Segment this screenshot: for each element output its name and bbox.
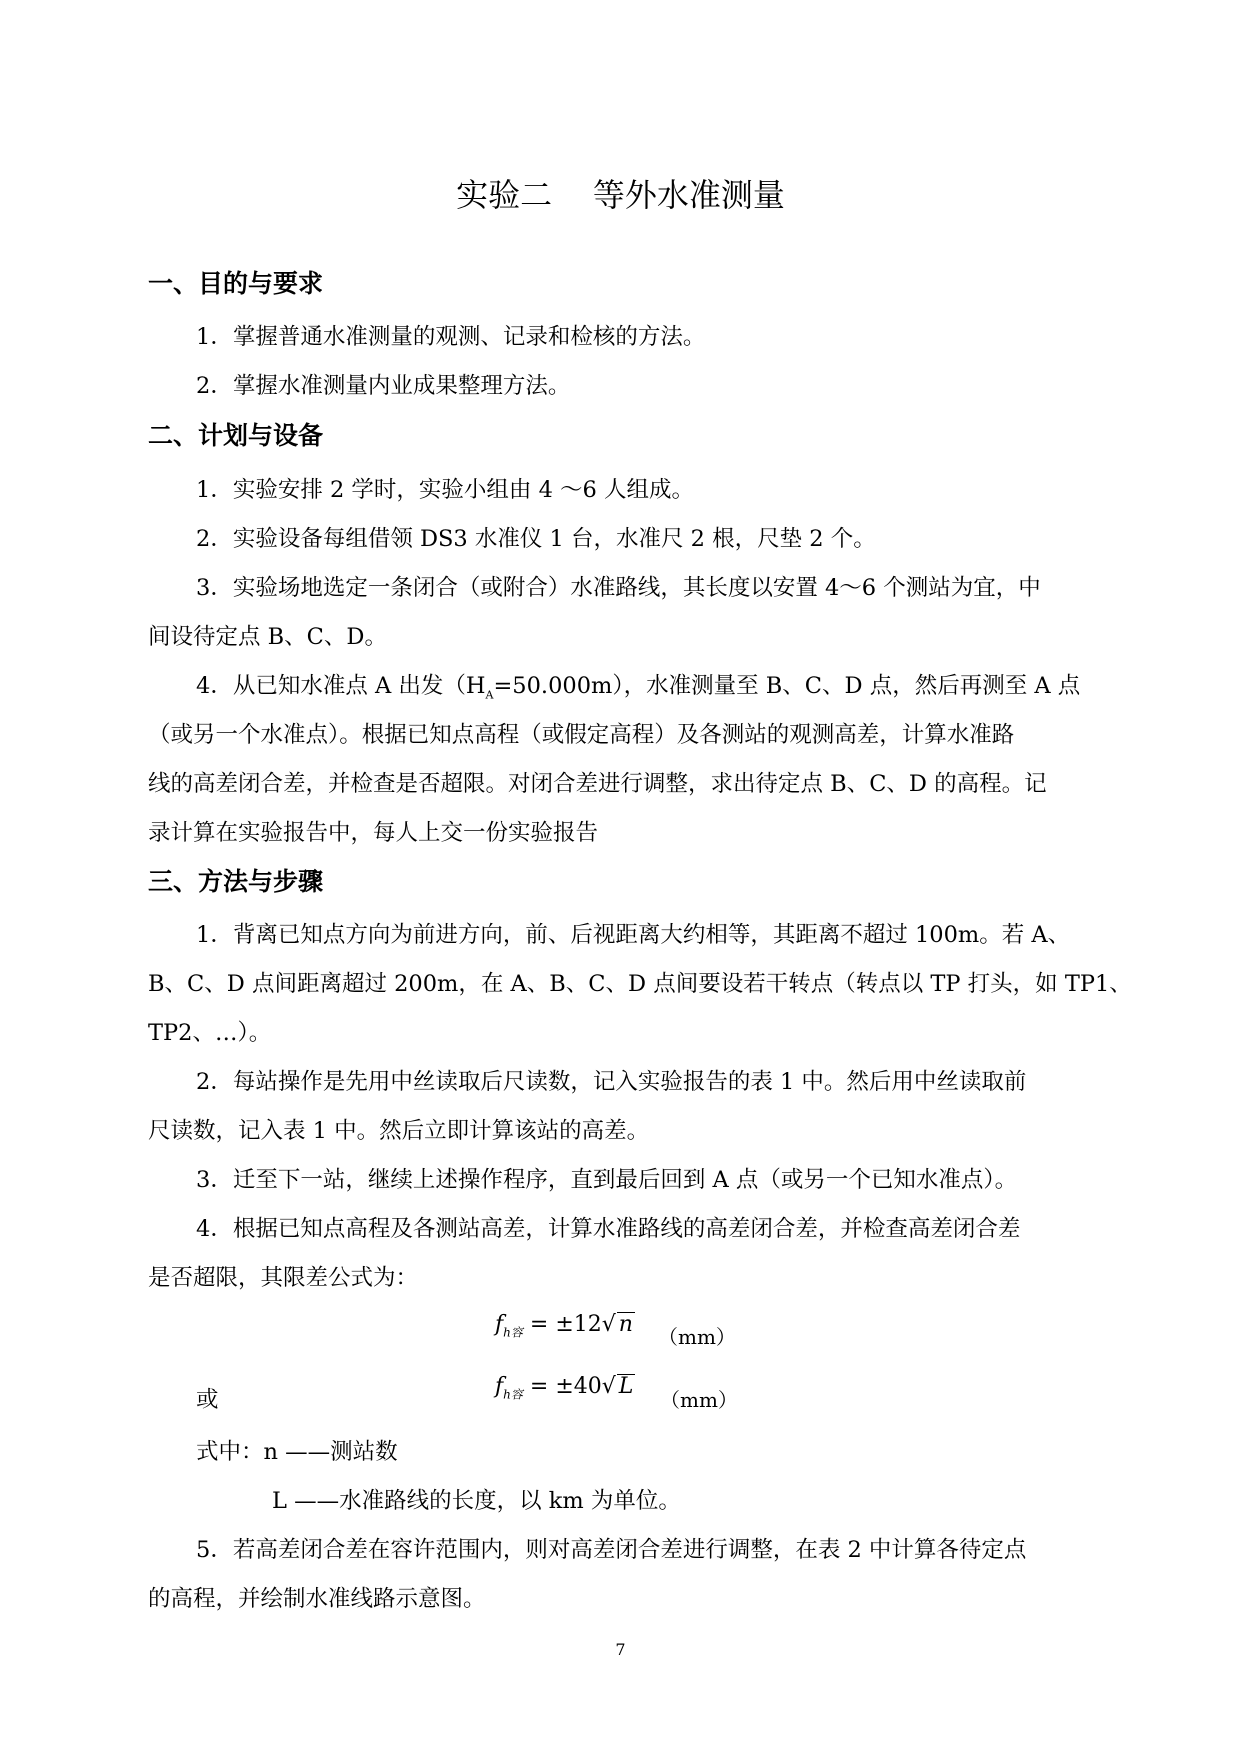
paragraph-line: 4．根据已知点高程及各测站高差，计算水准路线的高差闭合差，并检查高差闭合差 (196, 1216, 1021, 1242)
section-heading-2: 二、计划与设备 (148, 421, 324, 450)
paragraph-line: 线的高差闭合差，并检查是否超限。对闭合差进行调整，求出待定点 B、C、D 的高程。记 (148, 771, 1047, 797)
section-heading-1: 一、目的与要求 (148, 269, 324, 298)
text-segment: =50.000m），水准测量至 B、C、D 点，然后再测至 A 点 (493, 673, 1081, 699)
paragraph-line: 2．掌握水准测量内业成果整理方法。 (196, 373, 571, 399)
paragraph-line (196, 671, 1080, 711)
formula-symbol: f (495, 1312, 504, 1337)
formula-radicand: n (618, 1312, 633, 1337)
paragraph-line: B、C、D 点间距离超过 200m，在 A、B、C、D 点间要设若干转点（转点以 TP 打头，如 TP1、 (148, 971, 1132, 997)
section-heading-3: 三、方法与步骤 (148, 867, 324, 896)
paragraph-line: TP2、…）。 (148, 1020, 272, 1046)
paragraph-line: 式中：n ——测站数 (196, 1439, 398, 1465)
paragraph-line: 1．背离已知点方向为前进方向，前、后视距离大约相等，其距离不超过 100m。若 A、 (196, 922, 1071, 948)
page-title: 实验二 等外水准测量 (456, 176, 785, 214)
paragraph-line: 尺读数，记入表 1 中。然后立即计算该站的高差。 (148, 1118, 650, 1144)
paragraph-line: （或另一个水准点）。根据已知点高程（或假定高程）及各测站的观测高差，计算水准路 (148, 722, 1015, 748)
formula-unit: （mm） (660, 1388, 738, 1412)
formula-symbol: f (495, 1374, 504, 1399)
paragraph-line: L ——水准路线的长度，以 km 为单位。 (272, 1488, 681, 1514)
text-segment: 4．从已知水准点 A 出发（H (196, 673, 486, 699)
paragraph-line: 5．若高差闭合差在容许范围内，则对高差闭合差进行调整，在表 2 中计算各待定点 (196, 1537, 1027, 1563)
paragraph-line: 或 (196, 1387, 219, 1413)
page-number: 7 (615, 1640, 626, 1659)
formula-rhs: = ±40 (529, 1374, 602, 1399)
paragraph-line: 间设待定点 B、C、D。 (148, 624, 387, 650)
formula-unit: （mm） (658, 1325, 736, 1349)
formula-subscript: h容 (503, 1325, 523, 1340)
formula-2: $f_{h容} = \pm 40√$ L (495, 1374, 634, 1402)
formula-rhs: = ±12 (529, 1312, 602, 1337)
paragraph-line: 是否超限，其限差公式为： (148, 1265, 419, 1291)
subscript: A (485, 688, 494, 702)
paragraph-line: 录计算在实验报告中，每人上交一份实验报告 (148, 820, 599, 846)
formula-subscript: h容 (503, 1387, 523, 1402)
paragraph-line: 2．每站操作是先用中丝读取后尺读数，记入实验报告的表 1 中。然后用中丝读取前 (196, 1069, 1027, 1095)
paragraph-line: 1．掌握普通水准测量的观测、记录和检核的方法。 (196, 324, 706, 350)
paragraph-line: 3．实验场地选定一条闭合（或附合）水准路线，其长度以安置 4～6 个测站为宜，中 (196, 575, 1041, 601)
paragraph-line: 2．实验设备每组借领 DS3 水准仪 1 台，水准尺 2 根，尺垫 2 个。 (196, 526, 876, 552)
formula-1: $f_{h容} = \pm 12√$ n (495, 1312, 633, 1340)
paragraph-line: 3．迁至下一站，继续上述操作程序，直到最后回到 A 点（或另一个已知水准点）。 (196, 1167, 1018, 1193)
paragraph-line: 1．实验安排 2 学时，实验小组由 4 ～6 人组成。 (196, 477, 695, 503)
formula-radicand: L (618, 1374, 634, 1399)
paragraph-line: 的高程，并绘制水准线路示意图。 (148, 1586, 486, 1612)
